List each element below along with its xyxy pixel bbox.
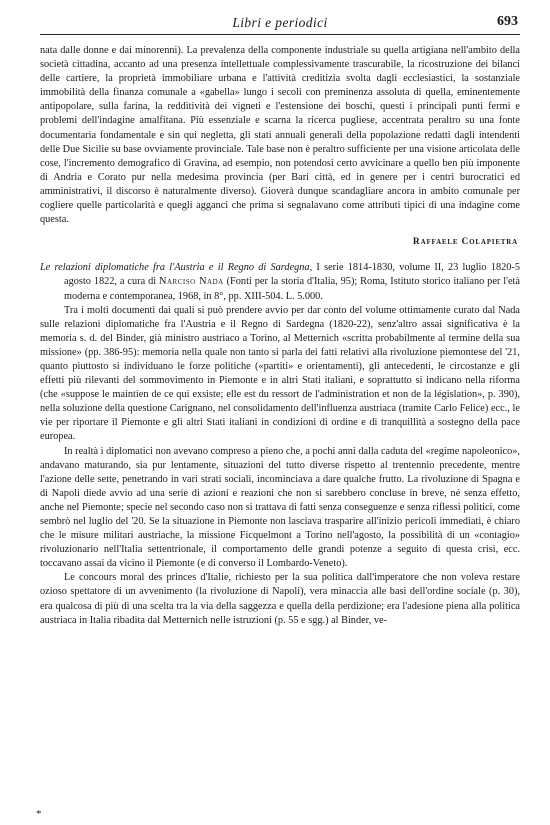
page-number: 693 [497, 14, 518, 29]
review-details-part1: I serie 1814-1830, volume II, 23 luglio 1820-5 agosto 1822, a cura di [64, 262, 520, 288]
review-editor-name: Narciso Nada [159, 276, 224, 288]
page-body [40, 44, 520, 628]
review-signature: Raffaele Colapietra [412, 237, 518, 248]
review-paragraph: In realtà i diplomatici non avevano compreso a pieno che, a pochi anni dalla caduta del «regime napoleonico», andavano maturando, sia pur lentamente, situazioni del tutto diverse rispetto al trentennio precedente, mentre l'azione delle sette, penetrando in vari strati sociali, incominciava a dare qualche frutto. La rivoluzione di Spagna e di Napoli diede avvio ad una serie di azioni e reazioni che non si sarebbero concluse in breve, né senza effetto, anche nel Piemonte; specie nel secondo caso non si trattava di fatti senza conseguenze e senza riflessi politici, come sembrò nel luglio del '20. Se la situazione in Piemonte non lasciava trasparire all'inizio pericoli immediati, è chiaro che le misure militari austriache, la missione Ficquelmont a Torino nell'agosto, la possibilità di un «contagio» rivoluzionario nell'Italia settentrionale, il comportamento delle grandi potenze a seguito di questa crisi, ecc. toccavano assai da vicino il Piemonte (e di converso il Lombardo-Veneto). [40, 445, 520, 570]
footer-signature-mark: * [36, 808, 42, 820]
previous-review-text: nata dalle donne e dai minorenni). La prevalenza della componente industriale su quella artigiana nell'ambito della società cittadina, accanto ad una presenza intellettuale complessivamente trascurabile, la ricostruzione dei bilanci delle cartiere, la proprietà immobiliare urbana e l'attività creditizia svolta dagli ecclesiastici, la sostanziale immobilità della finanza comunale a «gabella» lungo i secoli con preminenza assoluta di quella, eminentemente antipopolare, sulla farina, la redditività dei vigneti e l'estensione dei boschi, questi i principali punti fermi e problemi dell'indagine amalfitana. Più essenziale e scarna la ricerca pugliese, accentrata peraltro su una fonte documentaria fondamentale e sin qui negletta, gli stati annuali generali della popolazione redatti dagli intendenti delle Due Sicilie su base ovviamente provinciale. Tale base non è peraltro sufficiente per una visione articolata delle cose, l'incremento demografico di Gravina, ad esempio, non potendosi certo avvicinare a quello ben più imponente di Andria e Corato pur nella medesima provincia (per Bari città, ed in genere per i centri burocratici ed amministrativi, il discorso è naturalmente diverso). Gioverà dunque scandagliare ancora in ambito comunale per cogliere quelle particolarità e quegli agganci che prima si segnalavano come attributi tipici di una indagine come questa. [40, 45, 520, 226]
review-paragraph: Le concours moral des princes d'Italie, richiesto per la sua politica dall'imperatore che non voleva restare ozioso spettatore di un avvenimento (la rivoluzione di Napoli), vera minaccia alle basi dell'ordine sociale (p. 30), era qualcosa di più di una scelta tra la via della saggezza e quella della perdizione; era l'adesione piena alla politica austriaca in Italia ribadita dal Metternich nelle istruzioni (p. 55 e sgg.) al Binder, ve- [40, 572, 520, 626]
review-details-part2: (Fonti per la storia d'Italia, 95); Roma, Istituto storico italiano per l'età moderna e contemporanea, 1968, in 8°, pp. XIII-504. L. 5.000. [64, 276, 520, 302]
review-paragraph: Tra i molti documenti dai quali si può prendere avvio per dar conto del volume ottimamente curato dal Nada sulle relazioni diplomatiche fra l'Austria e il Regno di Sardegna (1820-22), senz'altro assai significativa è la memoria s. d. del Binder, già ministro austriaco a Torino, al Metternich «scritta probabilmente al termine della sua missione» (pp. 386-95): memoria nella quale non tanto si parla dei fatti relativi alla rivoluzione piemontese del '21, quanto piuttosto si individuano le forze politiche («partiti» e orientamenti), gli antecedenti, le circostanze e gli effetti più rilevanti del sommovimento in Piemonte e in altri Stati italiani, e soprattutto si indicano nella riforma (che «suppose le maintien de ce qui exsiste; elle est du ressort de l'administration et non de la législation», p. 390), nella soluzione della questione Carignano, nel consolidamento dell'influenza austriaca (tramite Carlo Felice) ecc., le vie per riportare il Piemonte e gli altri Stati italiani in condizioni di ordine e di tranquillità a sostegno della pace europea. [40, 304, 520, 443]
review-book-title: Le relazioni diplomatiche fra l'Austria e il Regno di Sardegna, [40, 262, 313, 274]
review-bibliographic-heading [40, 261, 520, 303]
running-header [40, 14, 520, 35]
running-title: Libri e periodici [232, 15, 328, 30]
